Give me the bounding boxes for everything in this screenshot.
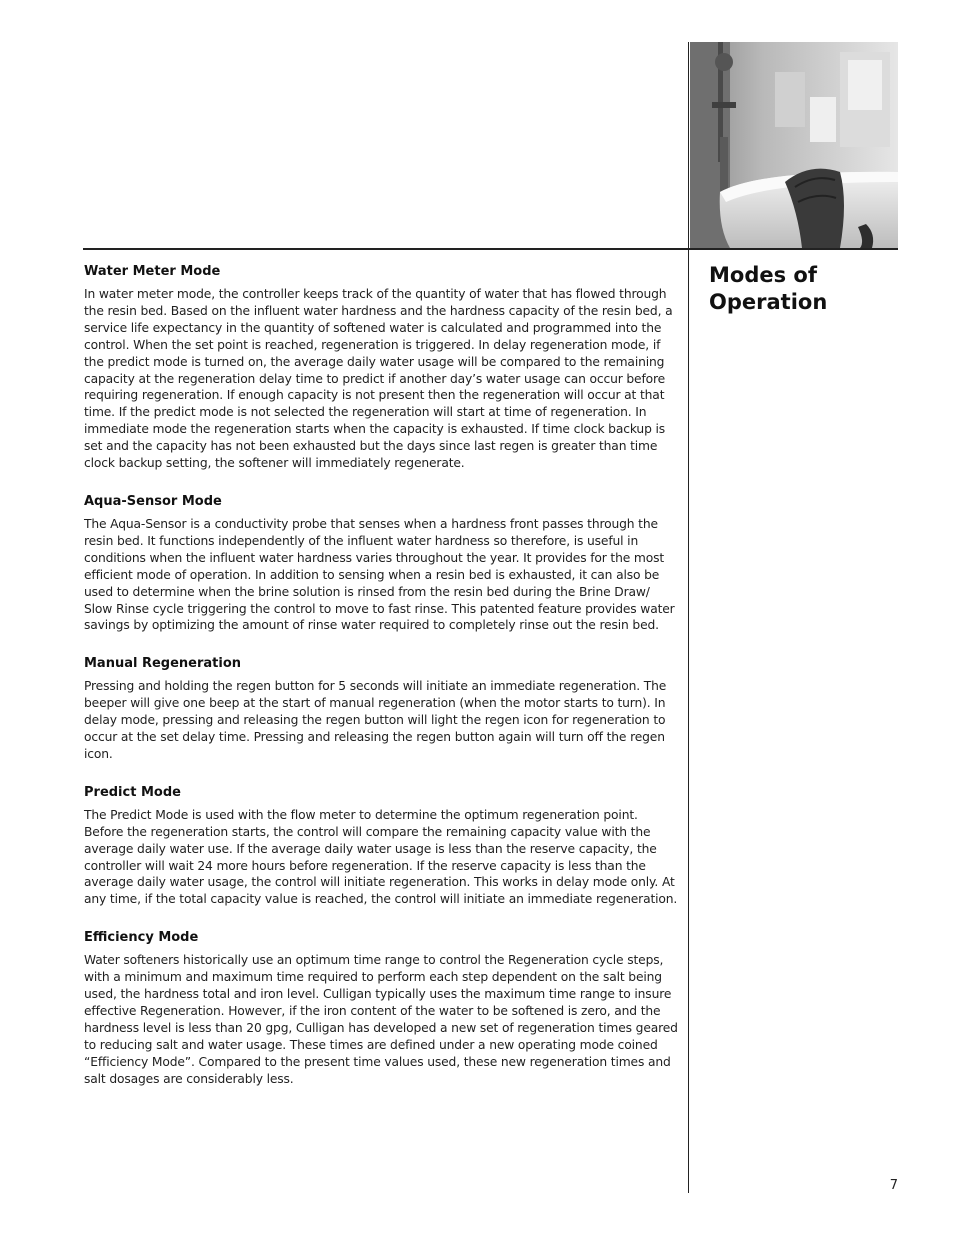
section-heading: Predict Mode	[84, 784, 181, 800]
section-body: The Aqua-Sensor is a conductivity probe that senses when a hardness front passes through the resin bed. It functions independently of the influent water hardness so therefore, is useful in conditions when the influent water hardness varies throughout the year. It provides for the most efficient mode of operation. In addition to sensing when a resin bed is exhausted, it can also be used to determine when the brine solution is rinsed from the resin bed during the Brine Draw/ Slow Rinse cycle triggering the control to move to fast rinse. This patented feature provides water savings by optimizing the amount of rinse water required to completely rinse out the resin bed.	[84, 516, 675, 633]
section-heading: Water Meter Mode	[84, 264, 221, 279]
section-heading: Aqua-Sensor Mode	[84, 493, 222, 509]
section-body: Water softeners historically use an optimum time range to control the Regeneration cycle steps, with a minimum and maximum time required to perform each step dependent on the salt being used, the hardness total and iron level. Culligan typically uses the maximum time range to insure effective Regeneration. However, if the iron content of the water to be softened is zero, and the hardness level is less than 20 gpg, Culligan has developed a new set of regeneration times geared to reducing salt and water usage. These times are defined under a new operating mode coined “Efficiency Mode”. Compared to the present time values used, these new regeneration times and salt dosages are considerably less.	[84, 953, 678, 1086]
header-rule	[83, 248, 898, 250]
section-title: Modes of Operation	[709, 263, 828, 314]
bathtub-photo	[690, 42, 898, 248]
section-heading: Manual Regeneration	[84, 656, 242, 672]
section-aqua-sensor-mode	[84, 493, 680, 634]
section-predict-mode	[84, 784, 680, 908]
section-water-meter-mode	[84, 263, 680, 472]
main-content	[84, 263, 680, 1109]
bathtub-photo-graphic	[690, 42, 898, 248]
section-heading: Efficiency Mode	[84, 930, 199, 946]
section-body: In water meter mode, the controller keeps track of the quantity of water that has flowed through the resin bed. Based on the influent water hardness and the hardness capacity of the resin bed, a service life expectancy in the quantity of softened water is calculated and programmed into the control. When the set point is reached, regeneration is triggered. In delay regeneration mode, if the predict mode is turned on, the average daily water usage will be compared to the remaining capacity at the regeneration delay time to predict if another day’s water usage can occur before requiring regeneration. If enough capacity is not present then the regeneration will occur at that time. If the predict mode is not selected the regeneration will start at time of regeneration. In immediate mode the regeneration starts when the capacity is exhausted. If time clock backup is set and the capacity has not been exhausted but the days since last regen is greater than time clock backup setting, the softener will immediately regenerate.	[84, 287, 673, 471]
section-body: Pressing and holding the regen button for 5 seconds will initiate an immediate regeneration. The beeper will give one beep at the start of manual regeneration (when the motor starts to turn). In delay mode, pressing and releasing the regen button will light the regen icon for regeneration to occur at the set delay time. Pressing and releasing the regen button again will turn off the regen icon.	[84, 679, 667, 761]
section-efficiency-mode	[84, 929, 680, 1087]
page-number: 7	[889, 1178, 898, 1193]
section-manual-regeneration	[84, 655, 680, 763]
column-divider	[688, 42, 689, 1193]
section-body: The Predict Mode is used with the flow meter to determine the optimum regeneration point. Before the regeneration starts, the control will compare the remaining capacity value with the average daily water use. If the average daily water usage is less than the reserve capacity, the controller will wait 24 more hours before regeneration. If the reserve capacity is less than the average daily water usage, the control will initiate regeneration. This works in delay mode only. At any time, if the total capacity value is reached, the control will initiate an immediate regeneration.	[84, 807, 678, 907]
